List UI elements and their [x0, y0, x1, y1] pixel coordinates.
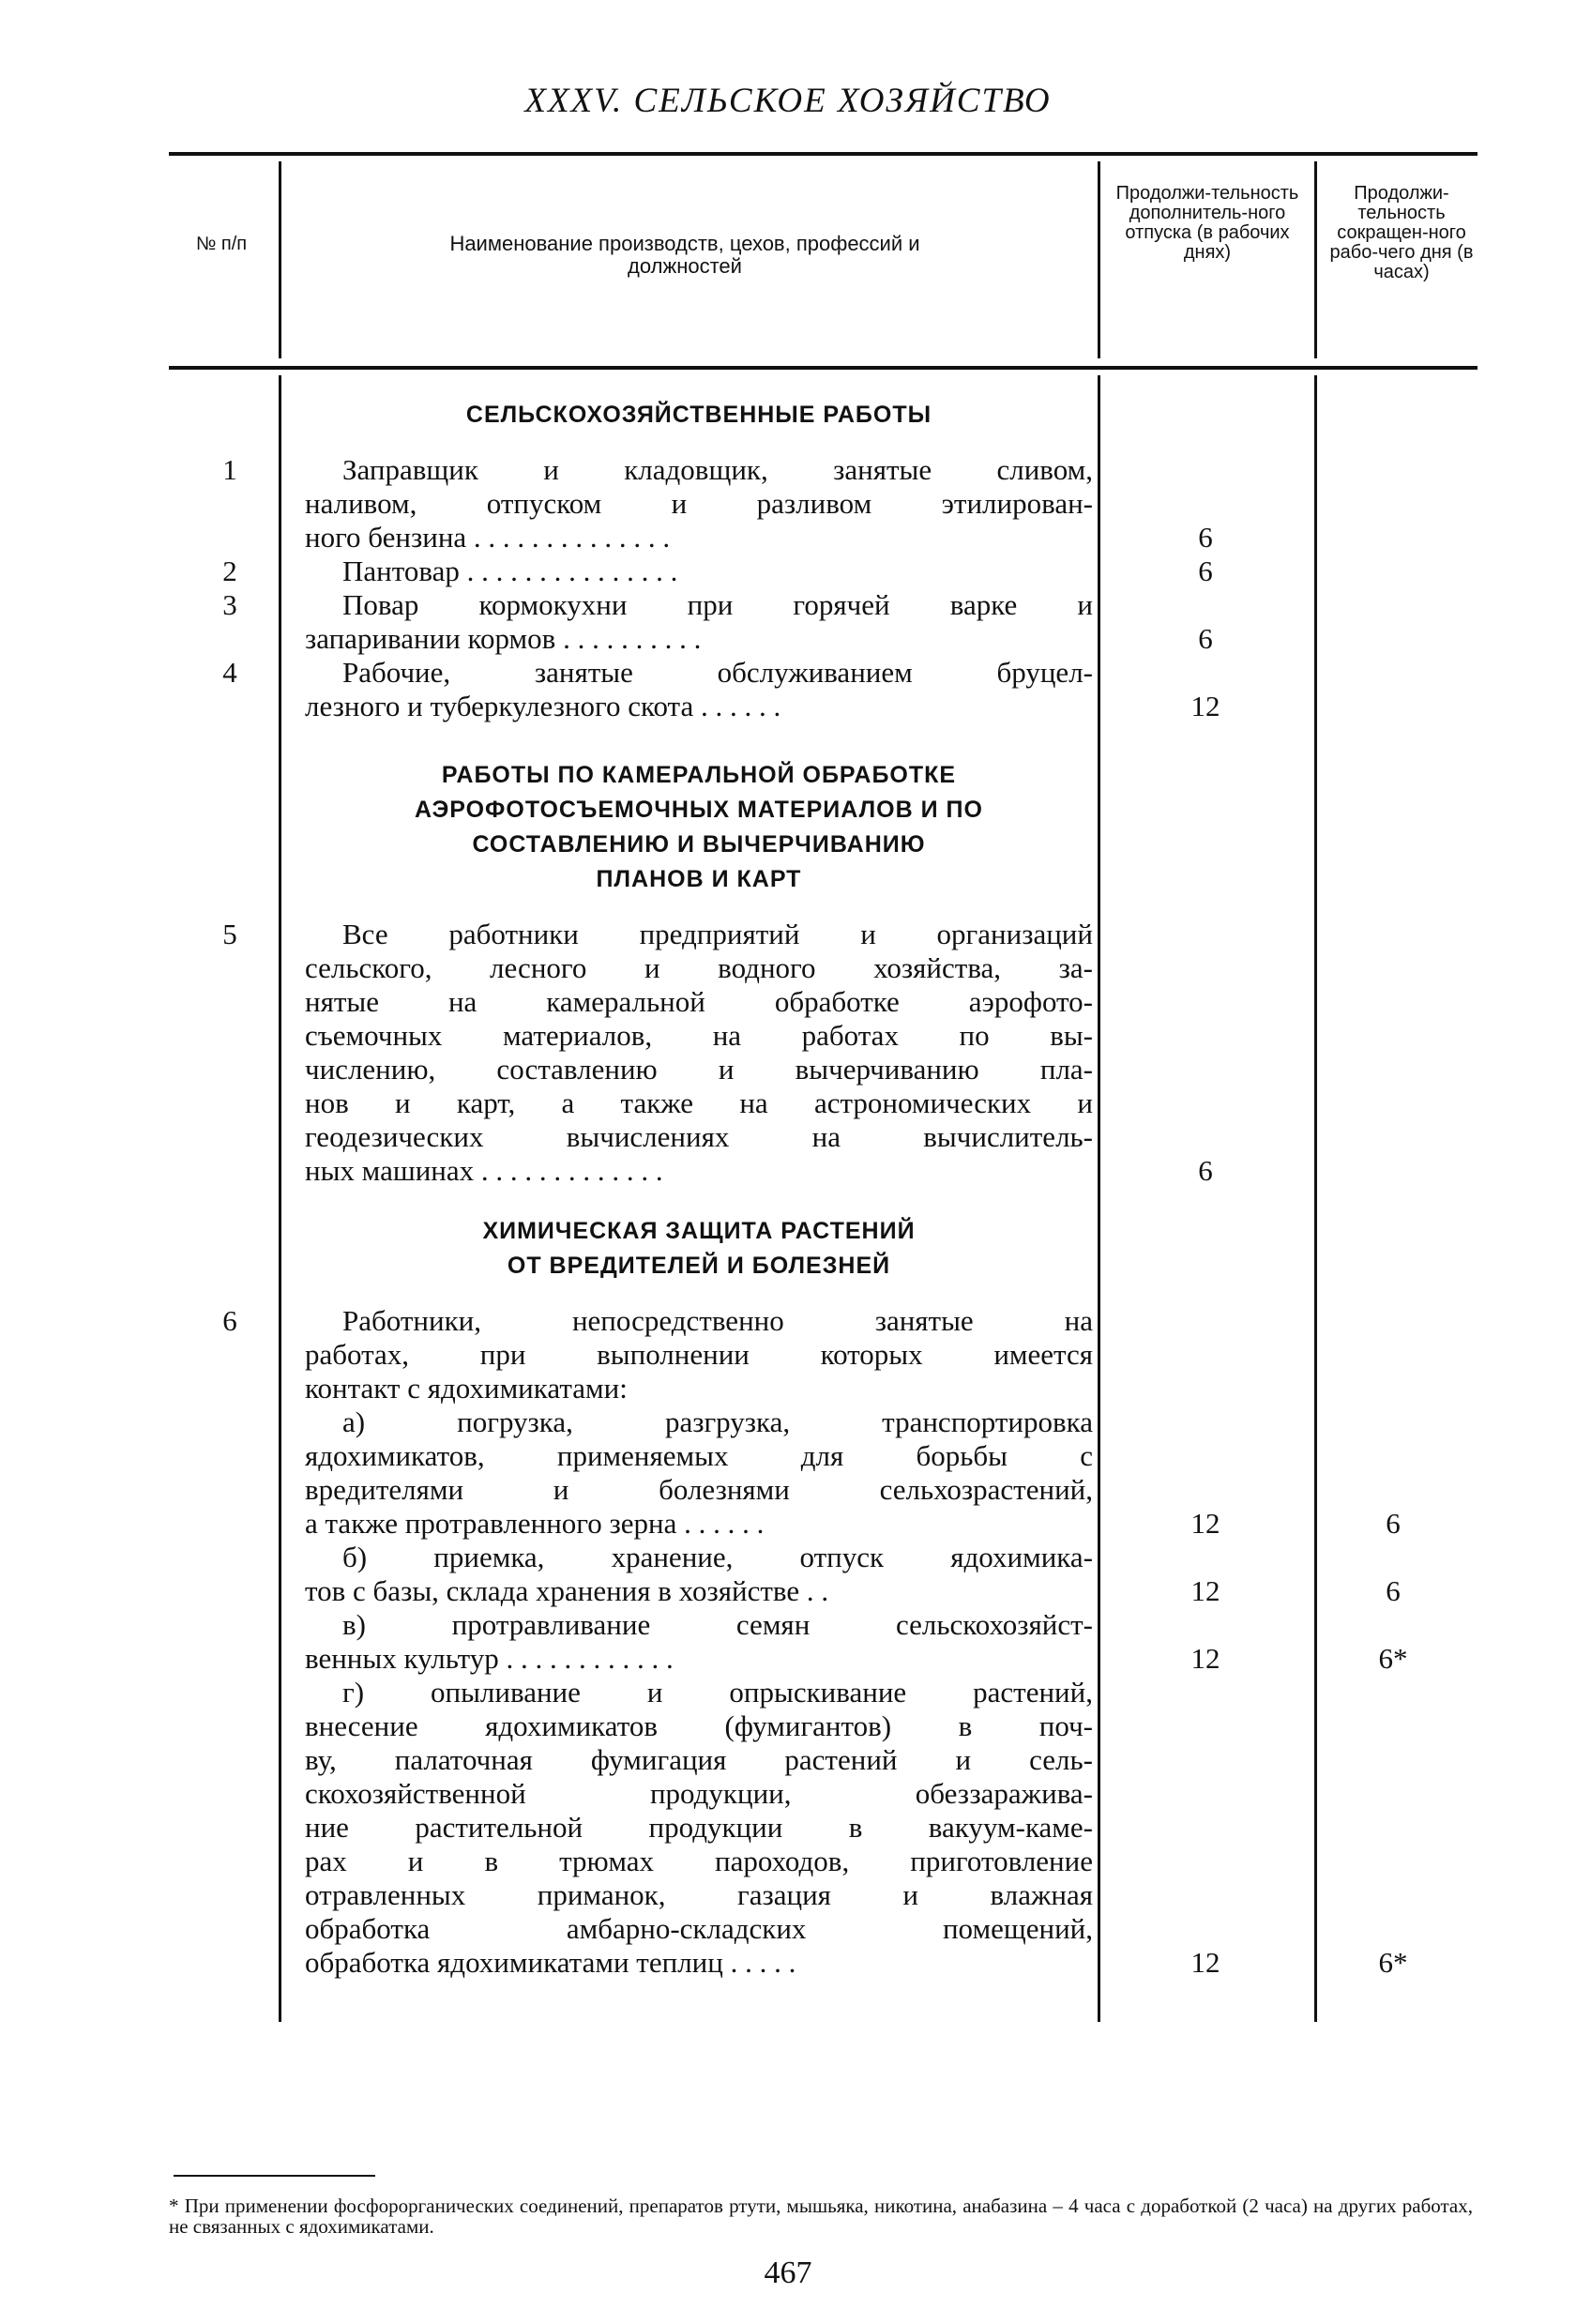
header-bottom-rule — [169, 366, 1478, 370]
row-text-line: Все работники предприятий и организаций — [342, 918, 1093, 950]
row-text-line: контакт с ядохимикатами: — [305, 1372, 628, 1405]
row-text-line: запаривании кормов . . . . . . . . . . — [305, 622, 702, 655]
row-text-line: б) приемка, хранение, отпуск ядохимика- — [342, 1541, 1093, 1573]
row-text-line: обработка амбарно-складских помещений, — [305, 1912, 1093, 1945]
vacation-days-value: 6 — [1198, 521, 1213, 554]
row-text-line: венных культур . . . . . . . . . . . . — [305, 1642, 674, 1675]
row-text-line: ного бензина . . . . . . . . . . . . . . — [305, 521, 671, 554]
row-number: 2 — [222, 554, 237, 587]
row-text-line: Пантовар . . . . . . . . . . . . . . . — [342, 554, 678, 587]
row-text-line: скохозяйственной продукции, обеззаражива- — [305, 1777, 1093, 1810]
vacation-days-value: 6 — [1198, 622, 1213, 655]
row-number: 4 — [222, 656, 237, 689]
row-text-line: Рабочие, занятые обслуживанием бруцел- — [342, 656, 1093, 689]
section-heading: СОСТАВЛЕНИЮ И ВЫЧЕРЧИВАНИЮ — [472, 831, 926, 858]
table-top-rule — [169, 152, 1478, 156]
row-number: 3 — [222, 588, 237, 621]
row-text-line: сельского, лесного и водного хозяйства, за- — [305, 951, 1093, 984]
row-text-line: съемочных материалов, на работах по вы- — [305, 1019, 1093, 1052]
row-text-line: вредителями и болезнями сельхозрастений, — [305, 1473, 1093, 1506]
row-text-line: Работники, непосредственно занятые на — [342, 1304, 1093, 1337]
row-text-line: в) протравливание семян сельскохозяйст- — [342, 1608, 1093, 1641]
header-vacation: Продолжи-тельность дополнитель-ного отпуска (в рабочих днях) — [1115, 183, 1299, 263]
row-text-line: Повар кормокухни при горячей варке и — [342, 588, 1093, 621]
col-divider — [279, 375, 281, 2022]
row-text-line: а также протравленного зерна . . . . . . — [305, 1507, 765, 1540]
section-heading: РАБОТЫ ПО КАМЕРАЛЬНОЙ ОБРАБОТКЕ — [441, 762, 957, 788]
vacation-days-value: 6 — [1198, 1154, 1213, 1187]
row-text-line: обработка ядохимикатами теплиц . . . . . — [305, 1946, 796, 1979]
footnote: * При применении фосфорорганических соединений, препаратов ртути, мышьяка, никотина, анабазина – 4 часа с доработкой (2 часа) на других работах, не связанных с ядохимикатами. — [169, 2195, 1473, 2238]
workday-hours-value: 6* — [1378, 1946, 1408, 1979]
row-number: 1 — [222, 453, 237, 486]
row-text-line: работах, при выполнении которых имеется — [305, 1338, 1093, 1371]
section-heading: ПЛАНОВ И КАРТ — [596, 866, 802, 892]
row-text-line: тов с базы, склада хранения в хозяйстве . . — [305, 1574, 829, 1607]
row-text-line: ву, палаточная фумигация растений и сель- — [305, 1743, 1093, 1776]
row-text-line: наливом, отпуском и разливом этилирован- — [305, 487, 1093, 520]
chapter-title: XXXV. СЕЛЬСКОЕ ХОЗЯЙСТВО — [524, 82, 1052, 120]
vacation-days-value: 12 — [1190, 690, 1220, 722]
row-text-line: лезного и туберкулезного скота . . . . . . — [305, 690, 781, 722]
row-text-line: числению, составлению и вычерчиванию пла- — [305, 1053, 1093, 1086]
row-text-line: нов и карт, а также на астрономических и — [305, 1086, 1093, 1119]
page-number: 467 — [764, 2256, 812, 2290]
col-divider — [1098, 161, 1100, 358]
row-text-line: внесение ядохимикатов (фумигантов) в поч- — [305, 1709, 1093, 1742]
section-heading: ОТ ВРЕДИТЕЛЕЙ И БОЛЕЗНЕЙ — [507, 1253, 891, 1279]
row-text-line: нятые на камеральной обработке аэрофото- — [305, 985, 1093, 1018]
row-text-line: геодезических вычислениях на вычислитель- — [305, 1120, 1093, 1153]
header-num: № п/п — [195, 234, 248, 254]
section-heading: СЕЛЬСКОХОЗЯЙСТВЕННЫЕ РАБОТЫ — [465, 402, 932, 428]
section-heading: ХИМИЧЕСКАЯ ЗАЩИТА РАСТЕНИЙ — [482, 1218, 916, 1244]
header-name: Наименование производств, цехов, профессий и должностей — [449, 232, 920, 278]
workday-hours-value: 6 — [1386, 1574, 1401, 1607]
vacation-days-value: 12 — [1190, 1574, 1220, 1607]
col-divider — [1314, 161, 1317, 358]
row-text-line: ных машинах . . . . . . . . . . . . . — [305, 1154, 663, 1187]
col-divider — [1098, 375, 1100, 2022]
footnote-rule — [174, 2175, 375, 2177]
row-text-line: Заправщик и кладовщик, занятые сливом, — [342, 453, 1093, 486]
row-text-line: а) погрузка, разгрузка, транспортировка — [342, 1405, 1093, 1438]
col-divider — [1314, 375, 1317, 2022]
vacation-days-value: 12 — [1190, 1946, 1220, 1979]
workday-hours-value: 6 — [1386, 1507, 1401, 1540]
vacation-days-value: 12 — [1190, 1642, 1220, 1675]
section-heading: АЭРОФОТОСЪЕМОЧНЫХ МАТЕРИАЛОВ И ПО — [415, 797, 983, 823]
workday-hours-value: 6* — [1378, 1642, 1408, 1675]
header-workday: Продолжи-тельность сокращен-ного рабо-чего дня (в часах) — [1329, 183, 1474, 282]
row-number: 5 — [222, 918, 237, 950]
row-number: 6 — [222, 1304, 237, 1337]
row-text-line: отравленных приманок, газация и влажная — [305, 1878, 1093, 1911]
row-text-line: ядохимикатов, применяемых для борьбы с — [305, 1439, 1093, 1472]
vacation-days-value: 6 — [1198, 554, 1213, 587]
row-text-line: ние растительной продукции в вакуум-каме- — [305, 1811, 1093, 1844]
vacation-days-value: 12 — [1190, 1507, 1220, 1540]
row-text-line: рах и в трюмах пароходов, приготовление — [305, 1845, 1093, 1877]
row-text-line: г) опыливание и опрыскивание растений, — [342, 1676, 1093, 1709]
col-divider — [279, 161, 281, 358]
